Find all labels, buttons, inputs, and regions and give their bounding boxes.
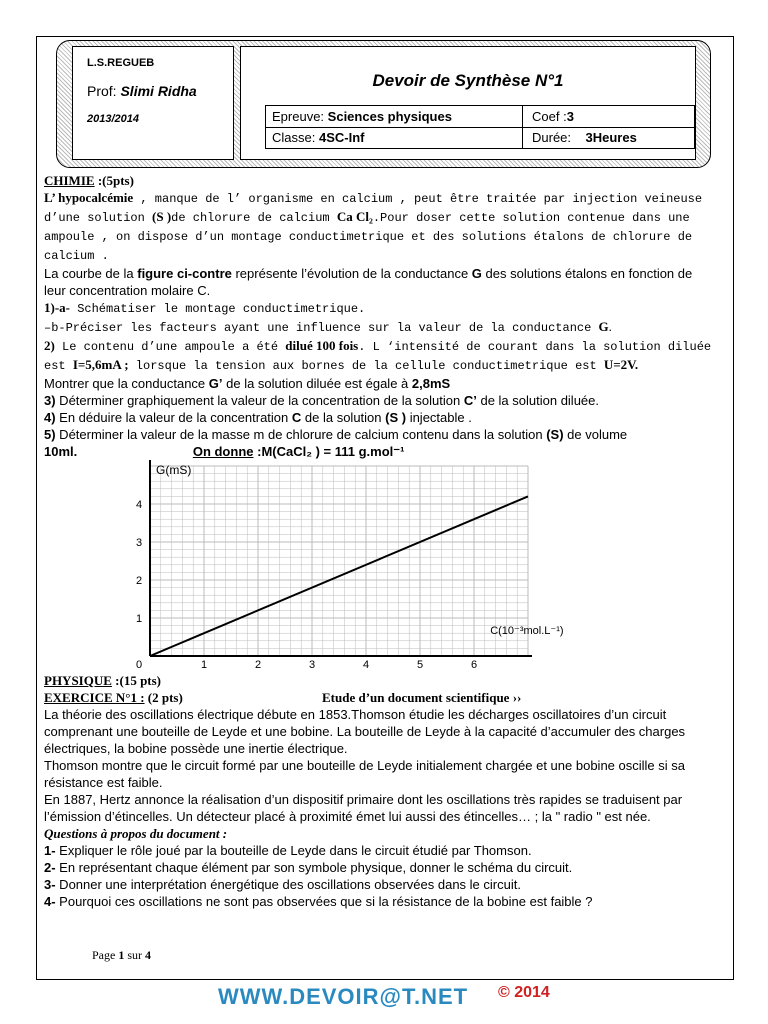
epreuve-value: Sciences physiques	[327, 109, 452, 124]
questions-heading: Questions à propos du document :	[44, 826, 228, 841]
chart-grid	[150, 466, 528, 656]
y-tick-label: 2	[136, 575, 143, 587]
x-tick-label: 2	[255, 659, 262, 671]
prof-line: Prof: Slimi Ridha	[87, 83, 197, 99]
y-tick-label: 1	[136, 613, 143, 625]
conductance-chart	[130, 432, 570, 672]
chimie-section: CHIMIE :(5pts) L’ hypocalcémie , manque de l’ organisme en calcium , peut être traitée par injection veineuse d’une solution (S )de chlorure de calcium Ca Cl₂.Pour doser cette solution contenue dans une ampoule , on dispose d’un montage conductimetrique et des solutions étalons de chlorure de calcium . La courbe de la figure ci-contre représente l’évolution de la conductance G des solutions étalons en fonction de leur concentration molaire C. 1)-a- Schématiser le montage conductimetrique. –b-Préciser les facteurs ayant une influence sur la valeur de la conductance G. 2) Le contenu d’une ampoule a été dilué 100 fois. L ‘intensité de courant dans la solution diluée est I=5,6mA ; lorsque la tension aux bornes de la cellule conductimetrique est U=2V. Montrer que la conductance G’ de la solution diluée est égale à 2,8mS 3) Déterminer graphiquement la valeur de la concentration de la solution C’ de la solution diluée. 4) En déduire la valeur de la concentration C de la solution (S ) injectable . 5) Déterminer la valeur de la masse m de chlorure de calcium contenu dans la solution (S) de volume 10ml. On donne :M(CaCl₂ ) = 111 g.mol⁻¹	[44, 173, 712, 459]
exercise-heading: EXERCICE N°1 :	[44, 690, 145, 705]
y-tick-label: 3	[136, 537, 143, 549]
exercise-title: Etude d’un document scientifique ››	[322, 690, 522, 705]
x-tick-label: 5	[417, 659, 424, 671]
doc-para-3: En 1887, Hertz annonce la réalisation d’un dispositif primaire dont les oscillations très rapides se traduisent par l’émission d’étincelles. Un détecteur placé à proximité émet lui aussi des étincelles… ; la " radio " est née.	[44, 792, 683, 824]
doc-para-2: Thomson montre que le circuit formé par une bouteille de Leyde initialement chargée et une bobine oscille si sa résistance est faible.	[44, 758, 685, 790]
copyright: © 2014	[498, 984, 550, 1001]
x-tick-label: 3	[309, 659, 316, 671]
x-tick-label: 4	[363, 659, 370, 671]
x-tick-label: 0	[136, 659, 143, 671]
exam-title: Devoir de Synthèse N°1	[372, 71, 564, 90]
physique-heading: PHYSIQUE	[44, 673, 112, 688]
duree-value: 3Heures	[585, 130, 637, 145]
chimie-heading: CHIMIE	[44, 173, 95, 188]
x-tick-label: 6	[471, 659, 478, 671]
website-logo: WWW.DEVOIR@T.NET	[218, 984, 469, 1009]
physique-section: PHYSIQUE :(15 pts) EXERCICE N°1 : (2 pts) Etude d’un document scientifique ›› La théorie des oscillations électrique débute en 1853.Thomson étudie les décharges oscillatoires d’un circuit comprenant une bouteille de Leyde et une bobine. La bouteille de Leyde à la capacité d’accumuler des charges électriques, la bobine possède une inertie électrique. Thomson montre que le circuit formé par une bouteille de Leyde initialement chargée et une bobine oscille si sa résistance est faible. En 1887, Hertz annonce la réalisation d’un dispositif primaire dont les oscillations très rapides se traduisent par l’émission d’étincelles. Un détecteur placé à proximité émet lui aussi des étincelles… ; la " radio " est née. Questions à propos du document : 1- Expliquer le rôle joué par la bouteille de Leyde dans le circuit étudié par Thomson. 2- En représentant chaque élément par son symbole physique, donner le schéma du circuit. 3- Donner une interprétation énergétique des oscillations observées dans le circuit. 4- Pourquoi ces oscillations ne sont pas observées que si la résistance de la bobine est faible ?	[44, 672, 716, 910]
x-axis-label: C(10⁻³mol.L⁻¹)	[490, 625, 564, 637]
prof-name: Slimi Ridha	[120, 83, 197, 99]
data-line	[150, 496, 528, 656]
x-tick-label: 1	[201, 659, 208, 671]
y-tick-label: 4	[136, 499, 143, 511]
header-exam-box	[240, 46, 696, 160]
school-name: L.S.REGUEB	[87, 57, 155, 69]
y-axis-label: G(mS)	[156, 463, 192, 477]
exam-info-table: Epreuve: Sciences physiques Coef :3 Classe: 4SC-Inf Durée: 3Heures	[265, 105, 695, 149]
school-year: 2013/2014	[87, 113, 139, 125]
header-school-box	[72, 46, 234, 160]
coef-value: 3	[566, 109, 574, 124]
given-label: On donne	[192, 444, 254, 459]
classe-value: 4SC-Inf	[318, 130, 365, 145]
doc-para-1: La théorie des oscillations électrique débute en 1853.Thomson étudie les décharges oscillatoires d’un circuit comprenant une bouteille de Leyde et une bobine. La bouteille de Leyde à la capacité d’accumuler des charges électriques, la bobine possède une inertie électrique.	[44, 707, 686, 756]
page-number: Page 1 sur 4	[92, 948, 151, 962]
